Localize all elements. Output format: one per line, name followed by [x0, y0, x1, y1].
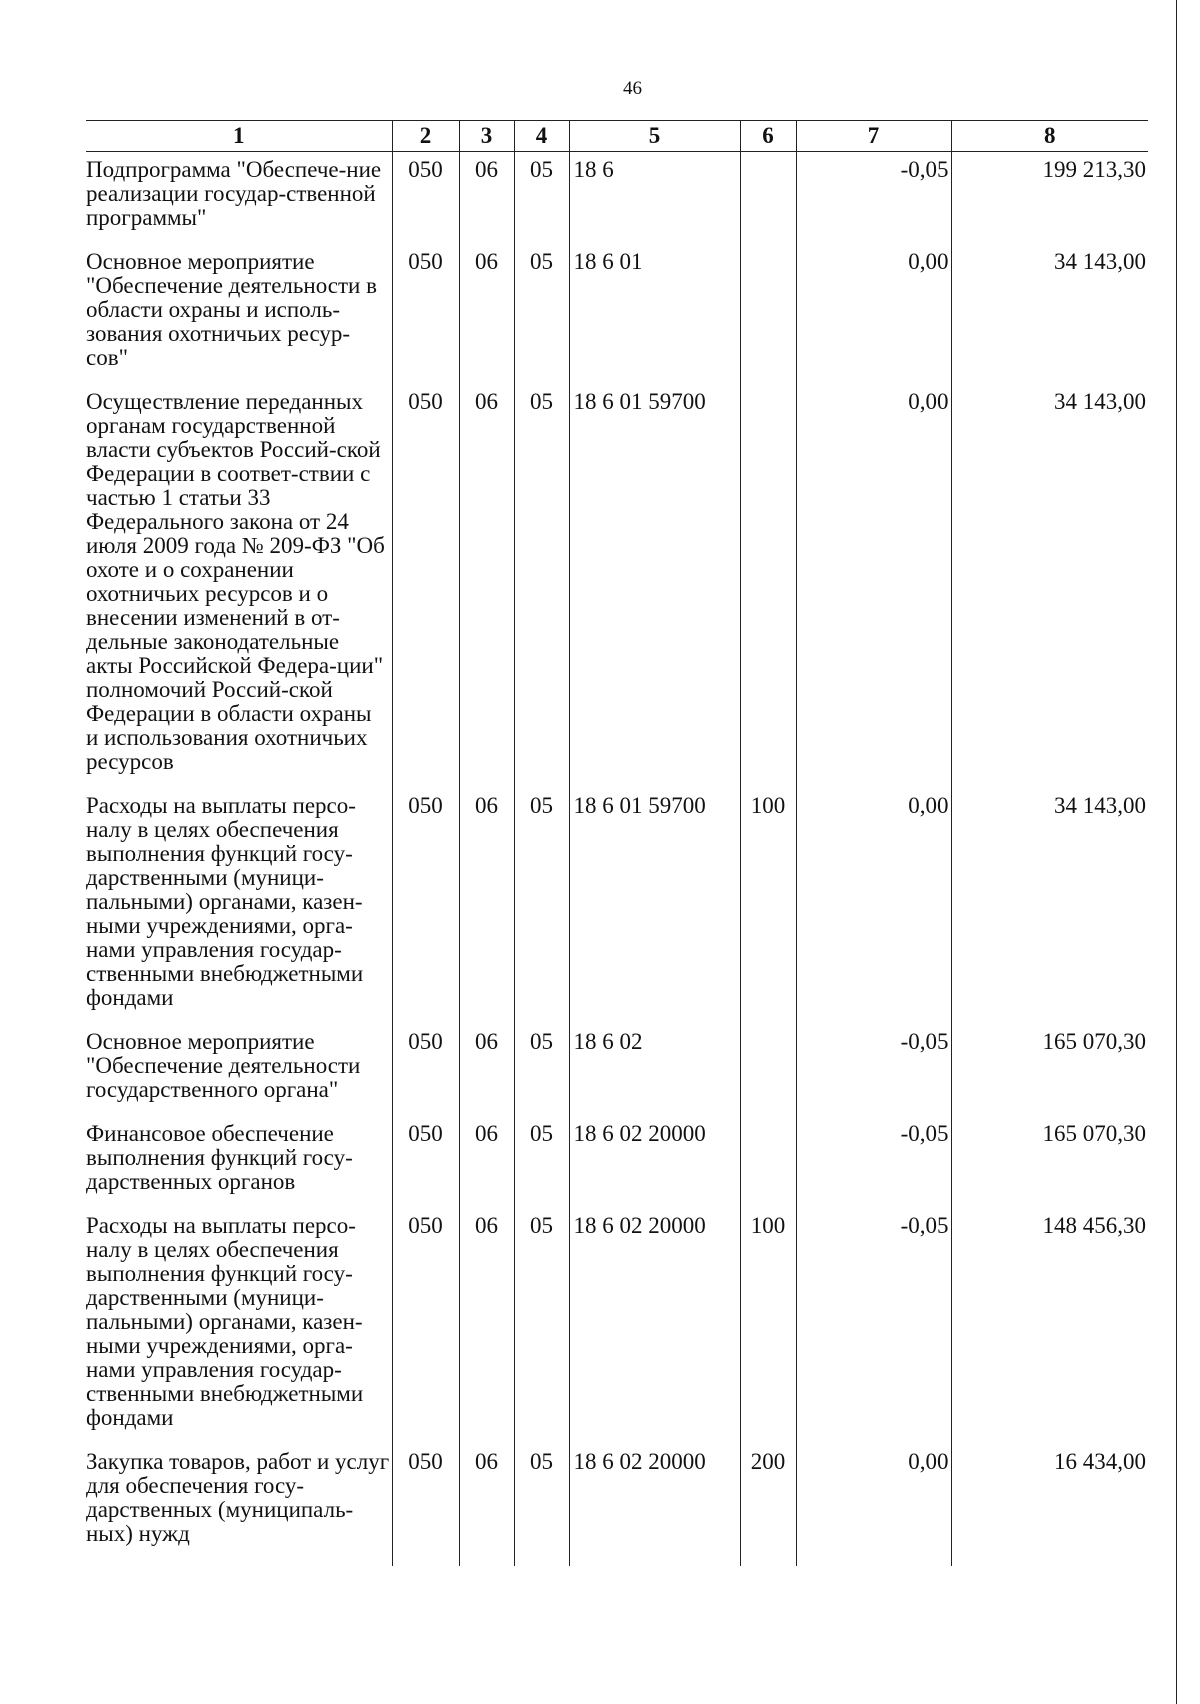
table-row — [86, 1030, 1148, 1122]
header-cell-2: 2 — [392, 121, 459, 152]
header-cell-5: 5 — [569, 121, 740, 152]
item-name: Осуществление переданных органам государственной власти субъектов Россий-ской Федерации в соответ-ствии с частью 1 статьи 33 Федерального закона от 24 июля 2009 года № 209-ФЗ "Об охоте и о сохранении охотничьих ресурсов и о внесении изменений в от-дельные законодательные акты Российской Федера-ции" полномочий Россий-ской Федерации в области охраны и использования охотничьих ресурсов — [86, 389, 385, 774]
amount-change: -0,05 — [796, 1122, 951, 1214]
code-ministry: 050 — [392, 1030, 459, 1122]
code-section: 06 — [459, 1214, 514, 1450]
header-cell-6: 6 — [740, 121, 796, 152]
page-number: 46 — [623, 78, 642, 99]
code-subsection: 05 — [514, 390, 569, 794]
amount-change: 0,00 — [796, 250, 951, 390]
code-expense-type: 100 — [740, 794, 796, 1030]
code-target-article: 18 6 — [569, 152, 740, 251]
code-subsection: 05 — [514, 794, 569, 1030]
code-section: 06 — [459, 1122, 514, 1214]
table-row — [86, 1122, 1148, 1214]
code-subsection: 05 — [514, 250, 569, 390]
code-subsection: 05 — [514, 152, 569, 251]
code-section: 06 — [459, 1030, 514, 1122]
code-subsection: 05 — [514, 1030, 569, 1122]
item-name: Подпрограмма "Обеспече-ние реализации государ-ственной программы" — [86, 157, 382, 230]
table-row — [86, 1450, 1148, 1566]
code-subsection: 05 — [514, 1450, 569, 1566]
item-name: Расходы на выплаты персо-налу в целях обеспечения выполнения функций госу-дарственными (муници-пальными) органами, казен-ными учреждениями, орга-нами управления государ-ственными внебюджетными фондами — [86, 793, 364, 1010]
code-subsection: 05 — [514, 1122, 569, 1214]
code-expense-type — [740, 1030, 796, 1122]
header-cell-4: 4 — [514, 121, 569, 152]
code-target-article: 18 6 02 20000 — [569, 1122, 740, 1214]
amount-total: 148 456,30 — [951, 1214, 1148, 1450]
table-row — [86, 152, 1148, 251]
amount-change: -0,05 — [796, 1214, 951, 1450]
item-name: Закупка товаров, работ и услуг для обеспечения госу-дарственных (муниципаль-ных) нужд — [86, 1449, 390, 1546]
code-section: 06 — [459, 1450, 514, 1566]
code-ministry: 050 — [392, 390, 459, 794]
code-ministry: 050 — [392, 1214, 459, 1450]
code-target-article: 18 6 02 — [569, 1030, 740, 1122]
code-expense-type: 200 — [740, 1450, 796, 1566]
table-row — [86, 1214, 1148, 1450]
code-expense-type: 100 — [740, 1214, 796, 1450]
code-ministry: 050 — [392, 1122, 459, 1214]
code-expense-type — [740, 152, 796, 251]
header-cell-1: 1 — [86, 121, 392, 152]
item-name: Основное мероприятие "Обеспечение деятельности государственного органа" — [86, 1029, 361, 1102]
item-name: Основное мероприятие "Обеспечение деятельности в области охраны и исполь-зования охотничьих ресур-сов" — [86, 249, 377, 370]
code-target-article: 18 6 01 — [569, 250, 740, 390]
code-ministry: 050 — [392, 250, 459, 390]
amount-total: 199 213,30 — [951, 152, 1148, 251]
item-name: Финансовое обеспечение выполнения функций госу-дарственных органов — [86, 1121, 353, 1194]
header-cell-3: 3 — [459, 121, 514, 152]
budget-table — [86, 120, 1148, 1566]
scan-edge-line — [1176, 0, 1177, 1704]
code-section: 06 — [459, 390, 514, 794]
header-cell-8: 8 — [951, 121, 1148, 152]
amount-change: 0,00 — [796, 794, 951, 1030]
amount-total: 165 070,30 — [951, 1122, 1148, 1214]
amount-total: 34 143,00 — [951, 250, 1148, 390]
code-target-article: 18 6 02 20000 — [569, 1450, 740, 1566]
code-section: 06 — [459, 794, 514, 1030]
header-row — [86, 121, 1148, 152]
amount-change: 0,00 — [796, 390, 951, 794]
header-cell-7: 7 — [796, 121, 951, 152]
table-row — [86, 250, 1148, 390]
code-ministry: 050 — [392, 1450, 459, 1566]
code-expense-type — [740, 1122, 796, 1214]
code-ministry: 050 — [392, 794, 459, 1030]
amount-change: -0,05 — [796, 152, 951, 251]
amount-total: 34 143,00 — [951, 794, 1148, 1030]
code-ministry: 050 — [392, 152, 459, 251]
amount-total: 16 434,00 — [951, 1450, 1148, 1566]
code-section: 06 — [459, 250, 514, 390]
amount-change: 0,00 — [796, 1450, 951, 1566]
amount-total: 165 070,30 — [951, 1030, 1148, 1122]
code-subsection: 05 — [514, 1214, 569, 1450]
code-expense-type — [740, 250, 796, 390]
amount-change: -0,05 — [796, 1030, 951, 1122]
item-name: Расходы на выплаты персо-налу в целях обеспечения выполнения функций госу-дарственными (муници-пальными) органами, казен-ными учреждениями, орга-нами управления государ-ственными внебюджетными фондами — [86, 1213, 364, 1430]
code-expense-type — [740, 390, 796, 794]
code-section: 06 — [459, 152, 514, 251]
code-target-article: 18 6 01 59700 — [569, 794, 740, 1030]
code-target-article: 18 6 02 20000 — [569, 1214, 740, 1450]
code-target-article: 18 6 01 59700 — [569, 390, 740, 794]
amount-total: 34 143,00 — [951, 390, 1148, 794]
table-row — [86, 794, 1148, 1030]
table-row — [86, 390, 1148, 794]
